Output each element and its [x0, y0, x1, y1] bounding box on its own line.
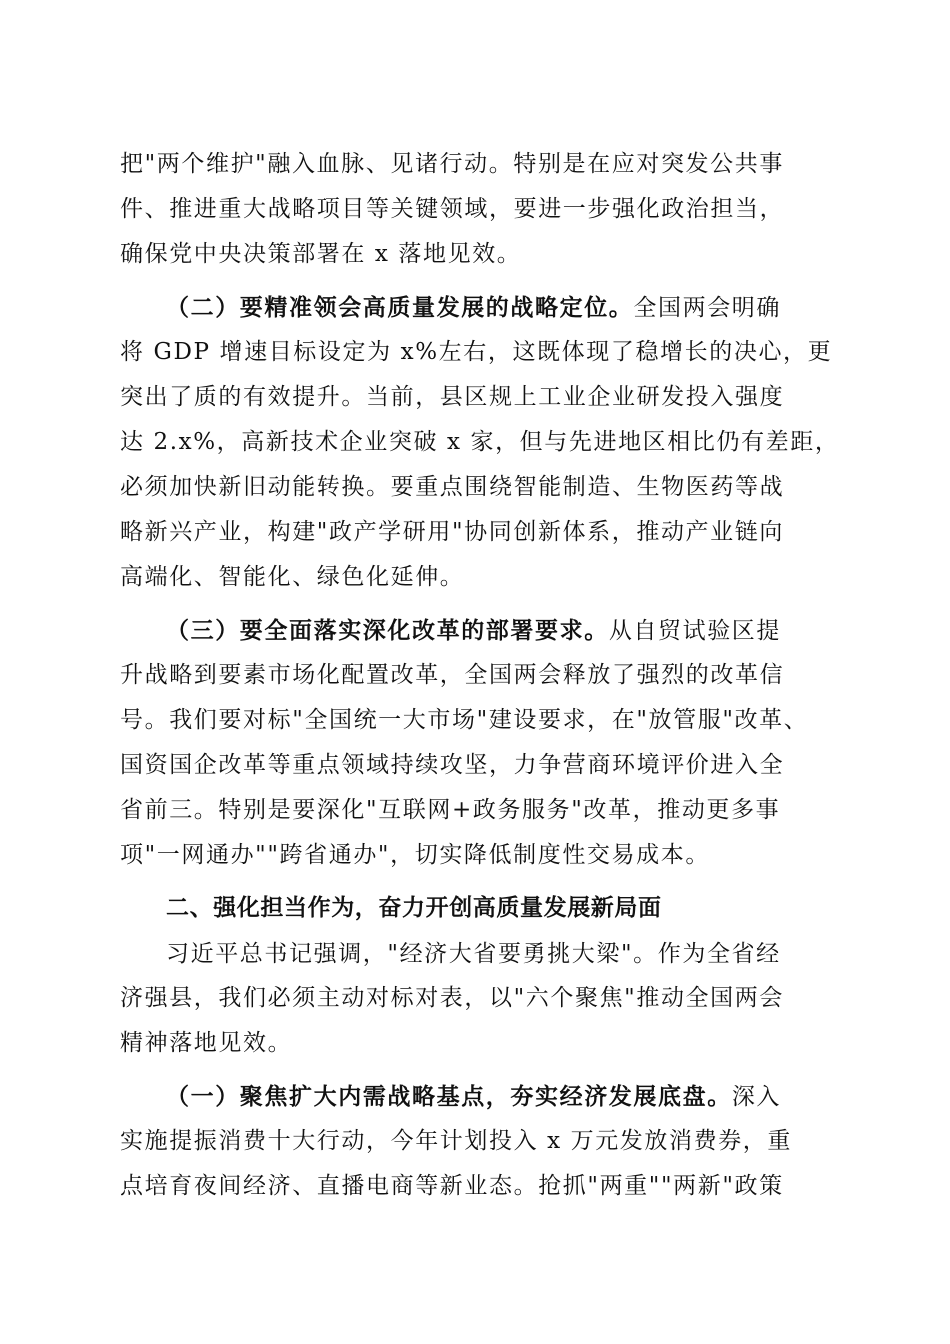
- paragraph-text: 深入: [731, 1084, 782, 1110]
- text-line: 号。我们要对标"全国统一大市场"建设要求，在"放管服"改革、: [120, 707, 809, 733]
- text-line: 高端化、智能化、绿色化延伸。: [120, 564, 465, 590]
- text-line: 必须加快新旧动能转换。要重点围绕智能制造、生物医药等战: [120, 474, 785, 500]
- text-line: 升战略到要素市场化配置改革，全国两会释放了强烈的改革信: [120, 662, 785, 688]
- paragraph-gap: [120, 878, 832, 886]
- subsection-heading: （三）要全面落实深化改革的部署要求。: [166, 617, 609, 644]
- text-line: 把"两个维护"融入血脉、见诸行动。特别是在应对突发公共事: [120, 151, 784, 177]
- text-line: 点培育夜间经济、直播电商等新业态。抢抓"两重""两新"政策: [120, 1173, 784, 1199]
- text-line: 济强县，我们必须主动对标对表，以"六个聚焦"推动全国两会: [120, 985, 784, 1011]
- text-line: 达 2.x%，高新技术企业突破 x 家，但与先进地区相比仍有差距，: [120, 429, 840, 455]
- paragraph-first-line: [120, 1074, 832, 1119]
- paragraph-gap: [120, 600, 832, 608]
- paragraph-text: 从自贸试验区提: [608, 618, 782, 644]
- paragraph-gap: [120, 277, 832, 285]
- text-line: 略新兴产业，构建"政产学研用"协同创新体系，推动产业链向: [120, 519, 784, 545]
- paragraph-text: 习近平总书记强调，"经济大省要勇挑大梁"。作为全省经: [166, 941, 781, 967]
- paragraph-first-line: [120, 285, 832, 330]
- text-line: 件、推进重大战略项目等关键领域，要进一步强化政治担当，: [120, 196, 785, 222]
- section-heading: 二、强化担当作为，奋力开创高质量发展新局面: [166, 895, 662, 921]
- text-line: 项"一网通办""跨省通办"，切实降低制度性交易成本。: [120, 842, 710, 868]
- text-line: 突出了质的有效提升。当前，县区规上工业企业研发投入强度: [120, 384, 785, 410]
- text-line: 精神落地见效。: [120, 1030, 293, 1056]
- text-line: 确保党中央决策部署在 x 落地见效。: [120, 241, 522, 267]
- paragraph-gap: [120, 1066, 832, 1074]
- paragraph-first-line: [120, 608, 832, 653]
- text-line: 实施提振消费十大行动，今年计划投入 x 万元发放消费券，重: [120, 1128, 792, 1154]
- text-line: 将 GDP 增速目标设定为 x%左右，这既体现了稳增长的决心，更: [120, 339, 833, 365]
- paragraph-text: 全国两会明确: [633, 295, 782, 321]
- text-line: 省前三。特别是要深化"互联网+政务服务"改革，推动更多事: [120, 797, 781, 823]
- document-body: [120, 142, 840, 1209]
- text-line: 国资国企改革等重点领域持续攻坚，力争营商环境评价进入全: [120, 752, 785, 778]
- subsection-heading: （一）聚焦扩大内需战略基点，夯实经济发展底盘。: [166, 1083, 732, 1110]
- subsection-heading: （二）要精准领会高质量发展的战略定位。: [166, 294, 634, 321]
- paragraph-first-line: [120, 931, 832, 976]
